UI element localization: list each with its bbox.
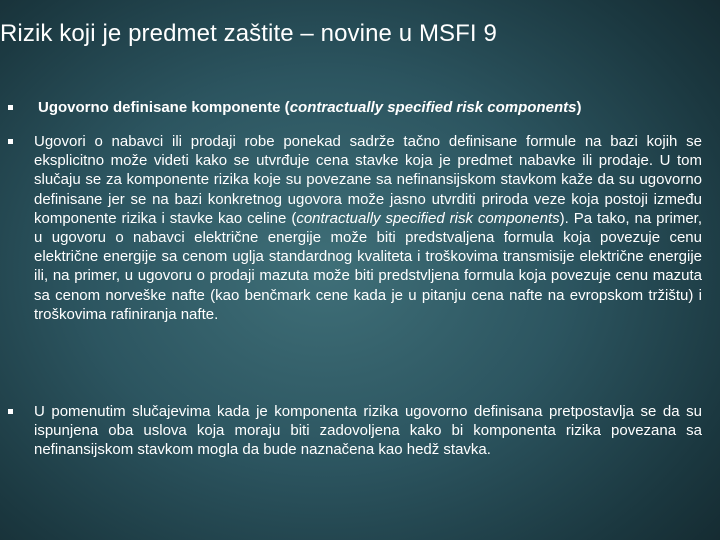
bullet-text	[34, 132, 702, 324]
square-bullet-icon	[8, 139, 13, 144]
bullet-text	[38, 98, 702, 117]
text-run-italic: contractually specified risk components	[296, 209, 560, 227]
text-run: )	[576, 99, 582, 116]
text-run-italic: contractually specified risk components	[289, 99, 577, 116]
text-run: Ugovori o nabavci ili prodaji robe ponekad sadrže tačno definisane formule na bazi kojih se eksplicitno može videti kako se utvrđuje cena stavke koja je predmet nabavke ili prodaje. U tom slučaju se za komponente rizika koje su povezane sa nefinansijskom stavkom kaže da su ugovorno definisane jer se na bazi konkretnog ugovora može jasno utvrditi priroda veze koja postoji između komponente rizika i stavke kao celine (	[34, 133, 702, 227]
text-run: Ugovorno definisane komponente (	[38, 99, 290, 116]
bullet-text	[34, 402, 702, 460]
slide-title: Rizik koji je predmet zaštite – novine u MSFI 9	[0, 20, 497, 47]
text-run: U pomenutim slučajevima kada je komponenta rizika ugovorno definisana pretpostavlja se da su ispunjena oba uslova koja moraju biti zadovoljena kako bi komponenta rizika povezana sa nefinansijskom stavkom mogla da bude naznačena kao hedž stavka.	[34, 403, 702, 459]
square-bullet-icon	[8, 409, 13, 414]
text-run: ). Pa tako, na primer, u ugovoru o nabavci električne energije može biti predstvaljena formula koja povezuje cenu električne energije sa cenom uglja standardnog kvaliteta i troškovima transmisije električne energije ili, na primer, u ugovoru o prodaji mazuta može biti predstvljena formula koja povezuje cenu mazuta sa cenom norveške nafte (kao benčmark cene kada je u pitanju cena nafte na evropskom tržištu) i troškovima rafiniranja nafte.	[34, 209, 702, 323]
square-bullet-icon	[8, 105, 13, 110]
